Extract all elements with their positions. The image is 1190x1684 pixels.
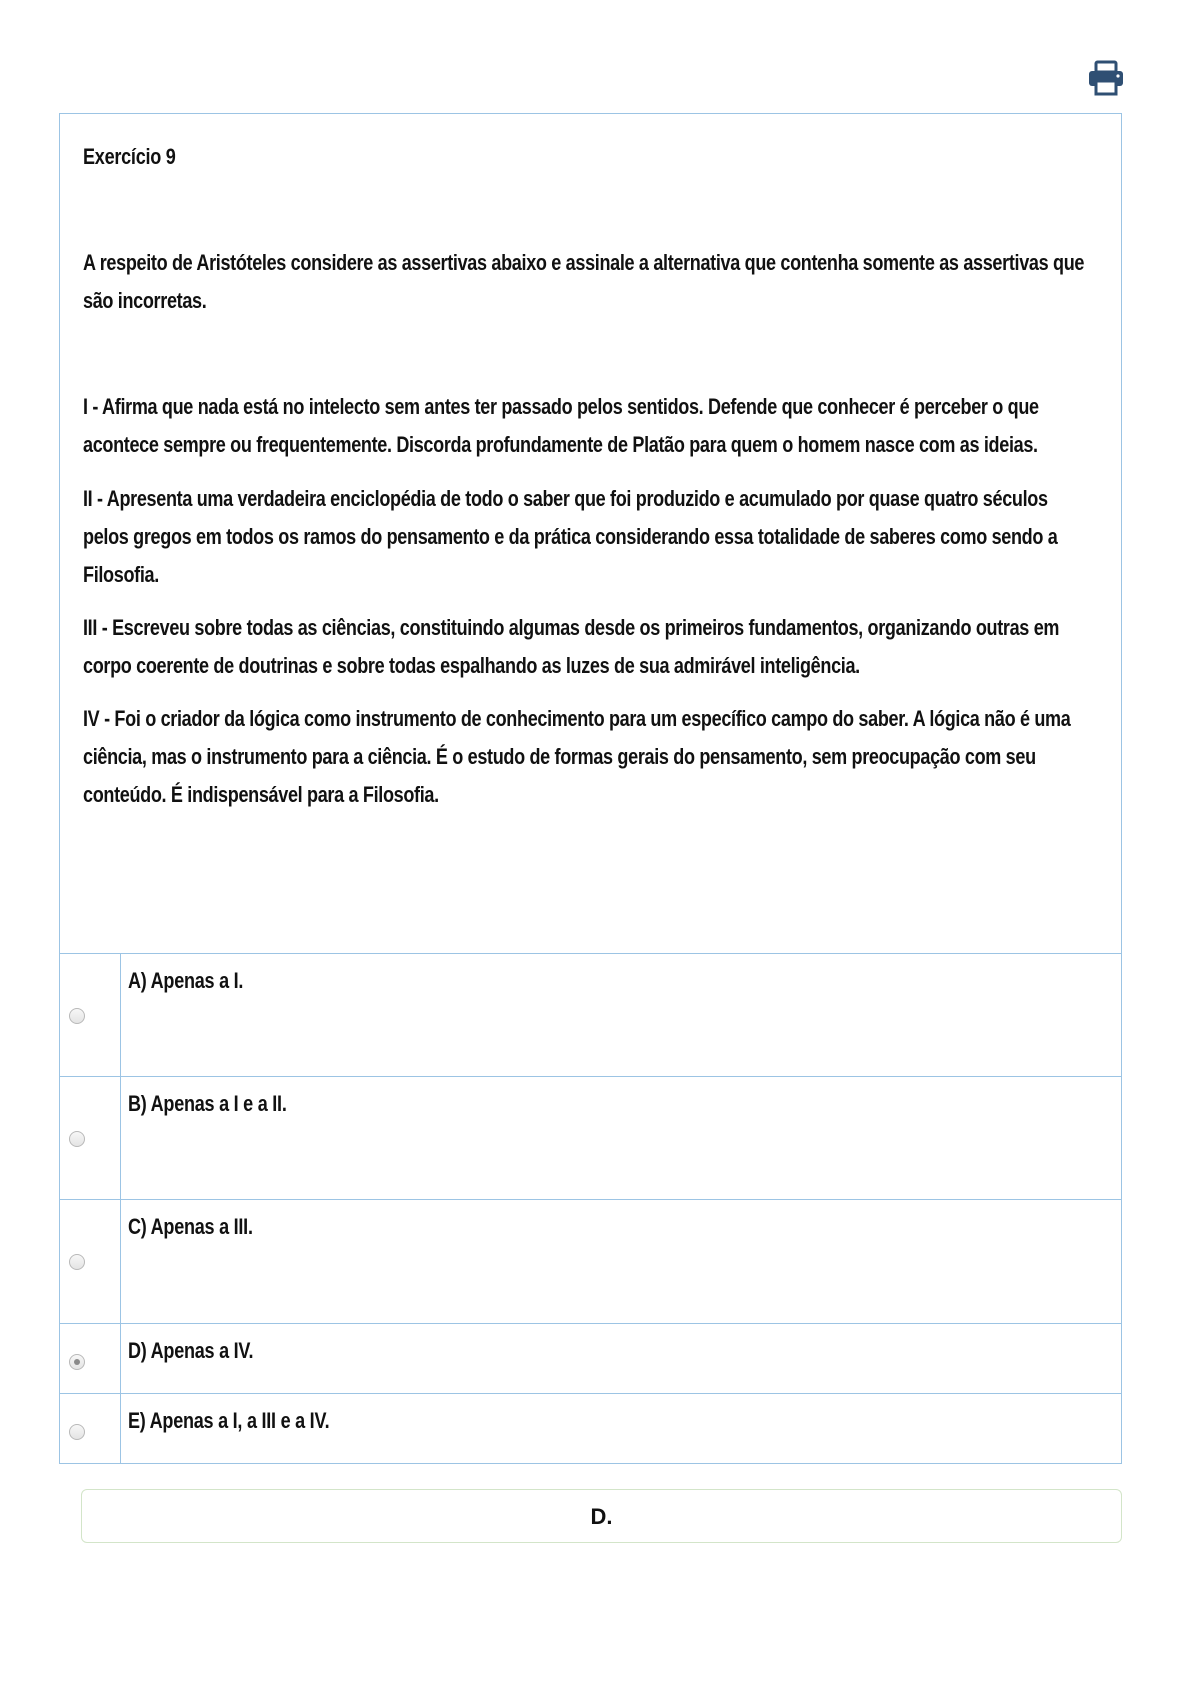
option-c-row[interactable] bbox=[59, 1200, 1122, 1324]
option-radio-cell bbox=[60, 954, 121, 1076]
statement-ii-line: II - Apresenta uma verdadeira enciclopédia de todo o saber que foi produzido e acumulado por quase quatro séculos bbox=[83, 486, 1048, 511]
question-panel bbox=[59, 113, 1122, 953]
statement-iii-line: corpo coerente de doutrinas e sobre todas espalhando as luzes de sua admirável inteligência. bbox=[83, 653, 860, 678]
option-e-label[interactable]: E) Apenas a I, a III e a IV. bbox=[128, 1408, 330, 1433]
option-b-radio[interactable] bbox=[69, 1131, 85, 1147]
statement-i-line: I - Afirma que nada está no intelecto sem antes ter passado pelos sentidos. Defende que conhecer é perceber o que bbox=[83, 394, 1039, 419]
option-e-row[interactable] bbox=[59, 1394, 1122, 1464]
option-a-radio[interactable] bbox=[69, 1008, 85, 1024]
answer-box bbox=[81, 1489, 1122, 1543]
print-button[interactable] bbox=[1087, 60, 1125, 96]
statement-iv-line: ciência, mas o instrumento para a ciência. É o estudo de formas gerais do pensamento, sem preocupação com seu bbox=[83, 744, 1036, 769]
option-a-row[interactable] bbox=[59, 953, 1122, 1077]
option-radio-cell bbox=[60, 1200, 121, 1323]
prompt-line: são incorretas. bbox=[83, 288, 207, 313]
option-radio-cell bbox=[60, 1394, 121, 1463]
printer-icon bbox=[1087, 60, 1125, 96]
option-c-label[interactable]: C) Apenas a III. bbox=[128, 1214, 253, 1239]
option-d-radio[interactable] bbox=[69, 1354, 85, 1370]
statement-iii-line: III - Escreveu sobre todas as ciências, constituindo algumas desde os primeiros fundamentos, organizando outras em bbox=[83, 615, 1060, 640]
option-b-row[interactable] bbox=[59, 1077, 1122, 1200]
answer-options bbox=[59, 953, 1122, 1464]
option-c-radio[interactable] bbox=[69, 1254, 85, 1270]
option-d-label[interactable]: D) Apenas a IV. bbox=[128, 1338, 254, 1363]
statement-ii-line: Filosofia. bbox=[83, 562, 159, 587]
answer-text: D. bbox=[590, 1504, 613, 1529]
statement-ii-line: pelos gregos em todos os ramos do pensamento e da prática considerando essa totalidade de saberes como sendo a bbox=[83, 524, 1058, 549]
option-e-radio[interactable] bbox=[69, 1424, 85, 1440]
statement-i-line: acontece sempre ou frequentemente. Discorda profundamente de Platão para quem o homem nasce com as ideias. bbox=[83, 432, 1038, 457]
statement-iv-line: conteúdo. É indispensável para a Filosofia. bbox=[83, 782, 439, 807]
prompt-line: A respeito de Aristóteles considere as assertivas abaixo e assinale a alternativa que contenha somente as assertivas que bbox=[83, 250, 1085, 275]
exercise-title: Exercício 9 bbox=[83, 144, 176, 169]
option-a-label[interactable]: A) Apenas a I. bbox=[128, 968, 244, 993]
option-b-label[interactable]: B) Apenas a I e a II. bbox=[128, 1091, 287, 1116]
option-d-row[interactable] bbox=[59, 1324, 1122, 1394]
option-radio-cell bbox=[60, 1324, 121, 1393]
option-radio-cell bbox=[60, 1077, 121, 1199]
statement-iv-line: IV - Foi o criador da lógica como instrumento de conhecimento para um específico campo do saber. A lógica não é uma bbox=[83, 706, 1071, 731]
